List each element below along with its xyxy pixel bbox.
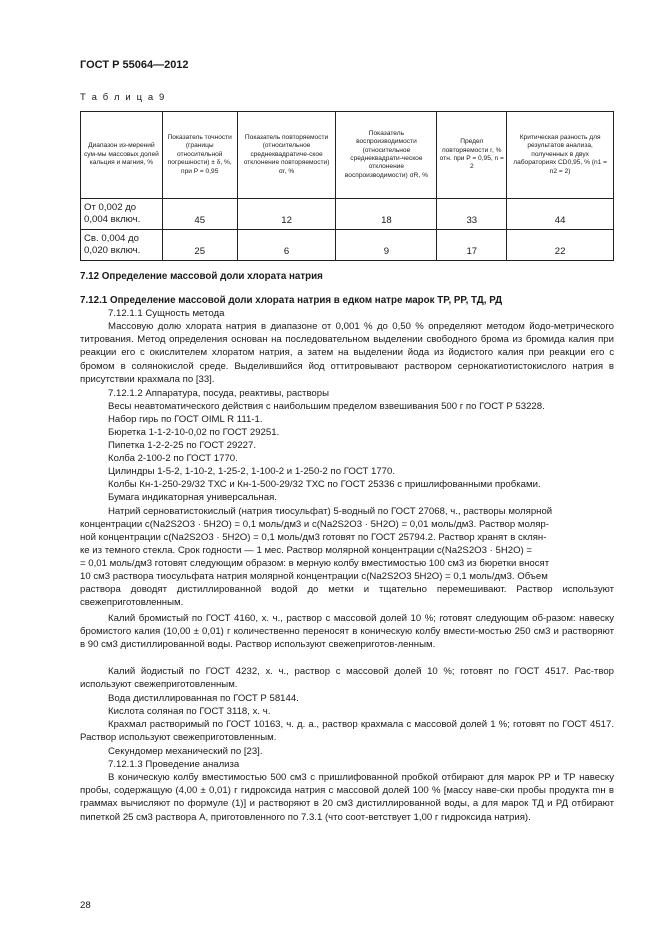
- table-cell: 22: [507, 230, 614, 261]
- table-cell: 45: [162, 199, 237, 230]
- list-item: Бумага индикаторная универсальная.: [108, 492, 277, 503]
- table-header-cell: Показатель воспроизводимости (относительное среднеквадрати-ческое отклонение воспроизводимости) σR, %: [336, 112, 437, 199]
- subsection-heading: 7.12.1 Определение массовой доли хлората натрия в едком натре марок ТР, РР, ТД, РД: [80, 295, 503, 306]
- paragraph-line: раствора доводят дистиллированной водой до метки и тщательно перемешивают. Раствор используют свежеприготовленным.: [80, 584, 614, 609]
- list-item: Весы неавтоматического действия с наибольшим пределом взвешивания 500 г по ГОСТ Р 53228.: [108, 401, 545, 412]
- precision-table: [80, 111, 614, 261]
- table-cell: 17: [437, 230, 507, 261]
- paragraph: Калий бромистый по ГОСТ 4160, х. ч., раствор с массовой долей 10 %; готовят следующим об-разом: навеску бромистого калия (10,00 ± 0,01) г количественно переносят в коническую колбу вмести-мостью 250 см3 и растворяют в 90 см3 дистиллированной воды. Раствор используют свежеприготов-ленным.: [80, 613, 614, 651]
- list-item: Колбы Кн-1-250-29/32 ТХС и Кн-1-500-29/32 ТХС по ГОСТ 25336 с пришлифованными пробками.: [108, 479, 541, 490]
- table-row: [81, 199, 614, 230]
- table-cell-range: От 0,002 до 0,004 включ.: [81, 199, 163, 230]
- table-header-cell: Критическая разность для результатов анализа, полученных в двух лабораториях CD0,95, % (n1 = n2 = 2): [507, 112, 614, 199]
- paragraph-line: концентрации c(Na2S2O3 · 5H2O) = 0,1 моль/дм3 и c(Na2S2O3 · 5H2O) = 0,01 моль/дм3. Раствор моляр-: [80, 519, 549, 530]
- clause-title: 7.12.1.2 Аппаратура, посуда, реактивы, растворы: [108, 388, 329, 399]
- list-item: Кислота соляная по ГОСТ 3118, х. ч.: [108, 706, 271, 717]
- list-item: Набор гирь по ГОСТ OIML R 111-1.: [108, 414, 263, 425]
- paragraph: Калий йодистый по ГОСТ 4232, х. ч., раствор с массовой долей 10 %; готовят по ГОСТ 4517. Рас-твор используют свежеприготовленным.: [80, 666, 614, 691]
- table-cell-range: Св. 0,004 до 0,020 включ.: [81, 230, 163, 261]
- table-cell: 33: [437, 199, 507, 230]
- table-row: [81, 230, 614, 261]
- table-cell: 44: [507, 199, 614, 230]
- list-item: Колба 2-100-2 по ГОСТ 1770.: [108, 453, 238, 464]
- list-item: Бюретка 1-1-2-10-0,02 по ГОСТ 29251.: [108, 427, 280, 438]
- paragraph: В коническую колбу вместимостью 500 см3 с пришлифованной пробкой отбирают для марок РР и ТР навеску пробы, содержащую (4,00 ± 0,01) г гидроксида натрия с массовой долей 100 % [массу наве-ски пробы продукта mн в граммах вычисляют по формуле (1)] и растворяют в 20 см3 дистиллированной воды, а для марок ТД и РД отбирают пипеткой 25 см3 раствора А, приготовленного по 7.3.1 (что соот-ветствует 1,00 г гидроксида натрия).: [80, 772, 614, 823]
- page-number: 28: [80, 900, 91, 911]
- paragraph: Крахмал растворимый по ГОСТ 10163, ч. д. а., раствор крахмала с массовой долей 1 %; готовят по ГОСТ 4517. Раствор используют свежеприготовленным.: [80, 719, 614, 744]
- clause-title: 7.12.1.1 Сущность метода: [108, 308, 225, 319]
- table-header-cell: Показатель повторяемости (относительное среднеквадратиче-ское отклонение повторяемости) σr, %: [237, 112, 336, 199]
- paragraph-line: = 0,01 моль/дм3 готовят следующим образом: в мерную колбу вместимостью 100 см3 из бюретки вносят: [80, 558, 550, 569]
- list-item: Вода дистиллированная по ГОСТ Р 58144.: [108, 693, 299, 704]
- table-cell: 12: [237, 199, 336, 230]
- list-item: Цилиндры 1-5-2, 1-10-2, 1-25-2, 1-100-2 и 1-250-2 по ГОСТ 1770.: [108, 466, 396, 477]
- table-header-cell: Показатель точности (границы относительной погрешности) ± δ, %, при P = 0,95: [162, 112, 237, 199]
- table-header-cell: Предел повторяемости r, % отн. при P = 0,95, n = 2: [437, 112, 507, 199]
- table-header-cell: Диапазон из-мерений сум-мы массовых долей кальция и магния, %: [81, 112, 163, 199]
- clause-title: 7.12.1.3 Проведение анализа: [108, 759, 240, 770]
- table-header-row: [81, 112, 614, 199]
- list-item: Секундомер механический по [23].: [108, 746, 263, 757]
- list-item: Пипетка 1-2-2-25 по ГОСТ 29227.: [108, 440, 256, 451]
- table-cell: 18: [336, 199, 437, 230]
- paragraph: Массовую долю хлората натрия в диапазоне от 0,001 % до 0,50 % определяют методом йодо-метрического титрования. Метод определения основан на последовательном выделении свободного брома из бромида калия при реакции его с окислителем хлоратом натрия, а затем на выделении йода из йодистого калия при реакции его с бромом в солянокислой среде. Выделившийся йод оттитровывают раствором сернокатиотистокислого натрия в присутствии крахмала по [33].: [80, 321, 614, 385]
- table-cell: 6: [237, 230, 336, 261]
- paragraph-line: ке из темного стекла. Срок годности — 1 мес. Раствор молярной концентрации c(Na2S2O3 · 5H2O) =: [80, 545, 533, 556]
- table-caption: Т а б л и ц а 9: [80, 92, 166, 103]
- document-header: ГОСТ Р 55064—2012: [80, 59, 189, 71]
- paragraph-line: 10 см3 раствора тиосульфата натрия молярной концентрации c(Na2S2O3 5H2O) = 0,1 моль/дм3. Объем: [80, 571, 548, 582]
- table-cell: 25: [162, 230, 237, 261]
- table-cell: 9: [336, 230, 437, 261]
- paragraph-line: Натрий серноватистокислый (натрия тиосульфат) 5-водный по ГОСТ 27068, ч., растворы молярной: [108, 506, 553, 517]
- paragraph-line: ной концентрации c(Na2S2O3 · 5H2O) = 0,1 моль/дм3 готовят по ГОСТ 25794.2. Раствор хранят в склян-: [80, 532, 547, 543]
- section-heading: 7.12 Определение массовой доли хлората натрия: [80, 271, 323, 282]
